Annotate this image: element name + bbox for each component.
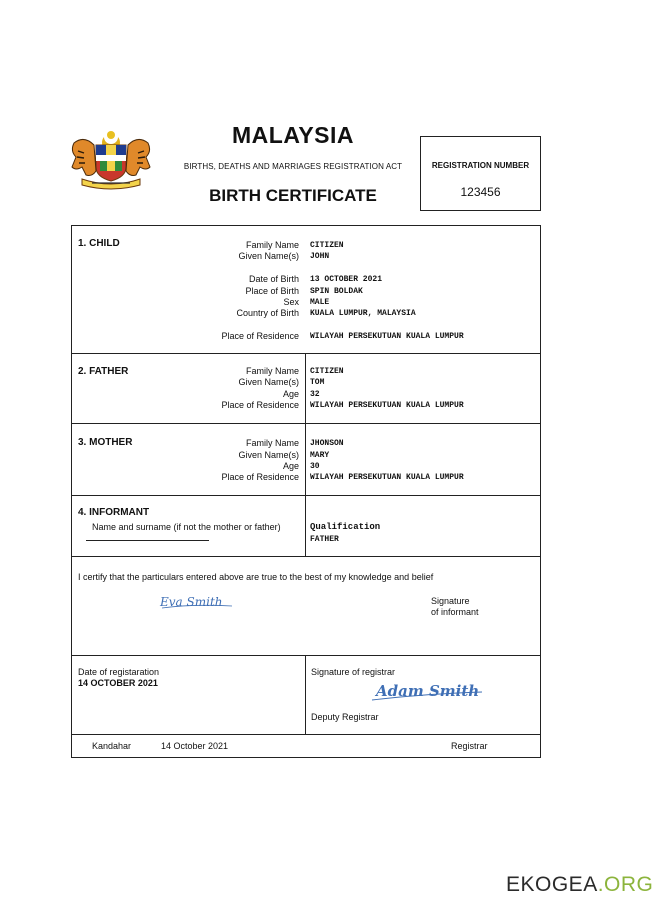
signature-label: Signature [431,596,470,606]
father-family-name-label: Family Name [245,366,299,376]
child-dob-label: Date of Birth [248,274,299,284]
mother-given-names: MARY [310,451,330,460]
registration-date-label: Date of registaration [78,667,160,677]
father-age: 32 [310,390,320,399]
watermark-part-1: EKOGEA [506,873,598,896]
of-informant-label: of informant [431,607,479,617]
svg-text:Eva Smith: Eva Smith [160,595,223,609]
mother-divider [305,424,306,495]
registration-number-label: REGISTRATION NUMBER [431,161,530,170]
registration-act: BIRTHS, DEATHS AND MARRIAGES REGISTRATION ACT [183,162,403,171]
registration-section [72,656,540,735]
mother-given-names-label: Given Name(s) [238,450,299,460]
child-place-of-birth: SPIN BOLDAK [310,287,363,296]
child-family-name-label: Family Name [245,240,299,250]
informant-qualification: FATHER [310,535,339,544]
father-given-names: TOM [310,378,325,387]
watermark-part-2: .ORG [597,873,653,896]
watermark-brand [506,873,653,897]
country-title: MALAYSIA [232,122,354,148]
certificate-form [71,225,541,758]
child-section-title: 1. CHILD [78,238,120,249]
registration-divider [305,656,306,734]
mother-age-label: Age [282,461,299,471]
father-family-name: CITIZEN [310,367,344,376]
certification-section [72,557,540,656]
footer-role: Registrar [451,741,488,751]
registration-number: 123456 [460,185,501,199]
child-country-of-birth: KUALA LUMPUR, MALAYSIA [310,309,416,318]
informant-section [72,496,540,557]
document-title: BIRTH CERTIFICATE [209,186,377,205]
mother-age: 30 [310,462,320,471]
informant-divider [305,496,306,556]
footer-row [72,735,540,757]
child-place-of-birth-label: Place of Birth [245,286,299,296]
svg-text:Adam Smith: Adam Smith [376,682,480,700]
mother-section-title: 3. MOTHER [78,437,133,448]
child-residence-label: Place of Residence [221,331,299,341]
informant-signature [158,591,238,613]
father-divider [305,354,306,423]
father-residence-label: Place of Residence [221,400,299,410]
registrar-signature [372,678,484,706]
child-sex-label: Sex [283,297,299,307]
certification-statement: I certify that the particulars entered above are true to the best of my knowledge and belief [78,572,434,582]
mother-residence: WILAYAH PERSEKUTUAN KUALA LUMPUR [310,473,464,482]
footer-date: 14 October 2021 [161,741,229,751]
father-residence: WILAYAH PERSEKUTUAN KUALA LUMPUR [310,401,464,410]
father-section [72,354,540,424]
deputy-registrar-label: Deputy Registrar [311,712,379,722]
informant-name-label: Name and surname (if not the mother or father) [92,522,281,532]
mother-residence-label: Place of Residence [221,472,299,482]
father-given-names-label: Given Name(s) [238,377,299,387]
child-dob: 13 OCTOBER 2021 [310,275,383,284]
child-sex: MALE [310,298,330,307]
child-residence: WILAYAH PERSEKUTUAN KUALA LUMPUR [310,332,464,341]
father-section-title: 2. FATHER [78,366,129,377]
child-given-names-label: Given Name(s) [238,251,299,261]
informant-qualification-label: Qualification [310,522,381,532]
child-given-names: JOHN [310,252,330,261]
mother-family-name-label: Family Name [245,438,299,448]
child-country-of-birth-label: Country of Birth [236,308,299,318]
child-section [72,226,540,354]
footer-place: Kandahar [92,741,132,751]
registrar-signature-label: Signature of registrar [311,667,396,677]
mother-family-name: JHONSON [310,439,344,448]
father-age-label: Age [282,389,299,399]
registration-date: 14 OCTOBER 2021 [78,678,158,688]
informant-section-title: 4. INFORMANT [78,507,150,518]
mother-section [72,424,540,496]
informant-name-line [86,540,209,541]
registration-number-box [420,136,541,211]
child-family-name: CITIZEN [310,241,344,250]
coat-of-arms-icon [68,127,154,191]
